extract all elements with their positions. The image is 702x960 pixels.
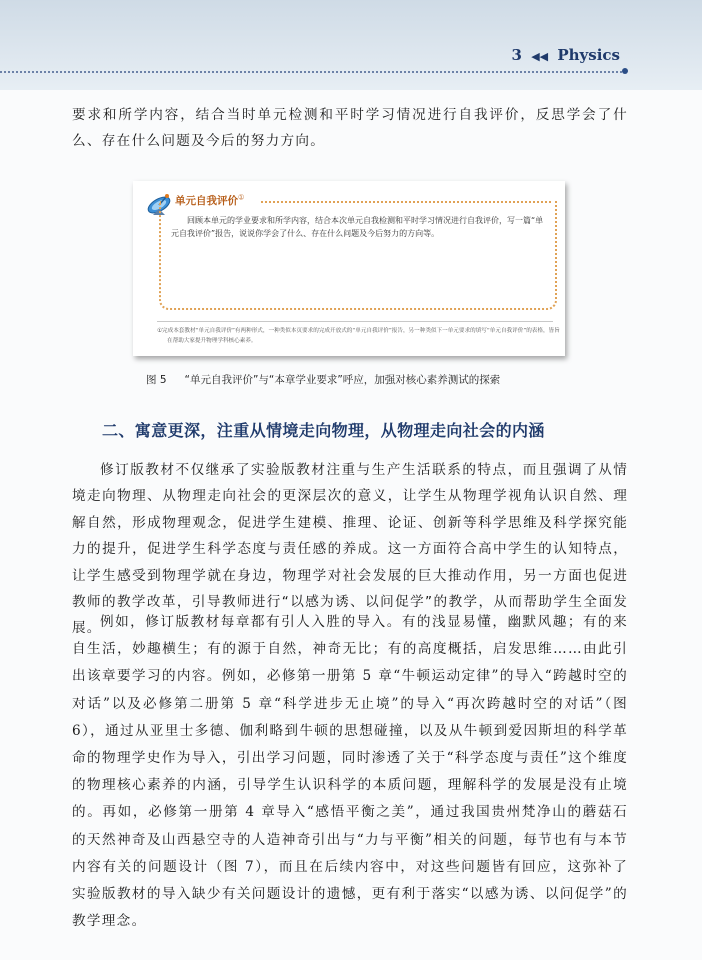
top-band bbox=[0, 0, 702, 90]
figure-caption-text: “单元自我评价”与“本章学业要求”呼应，加强对核心素养测试的探索 bbox=[184, 374, 501, 386]
header-dotted-rule bbox=[0, 71, 626, 73]
figure-5 bbox=[133, 181, 565, 356]
header-rule-end-dot bbox=[622, 68, 628, 74]
running-header bbox=[512, 46, 620, 64]
intro-paragraph: 要求和所学内容，结合当时单元检测和平时学习情况进行自我评价，反思学会了什么、存在什么问题及今后的努力方向。 bbox=[72, 107, 628, 150]
section-heading: 二、寓意更深，注重从情境走向物理，从物理走向社会的内涵 bbox=[102, 421, 545, 440]
double-arrow-left-icon: ◀◀ bbox=[531, 50, 549, 63]
paragraph-3: 例如，修订版教材每章都有引人入胜的导入。有的浅显易懂，幽默风趣；有的来自生活，妙趣横生；有的源于自然，神奇无比；有的高度概括，启发思维……由此引出该章要学习的内容。例如，必修第一册第 5 章“牛顿运动定律”的导入“跨越时空的对话”以及必修第二册第 5 章“科学进步无止境”的导入“再次跨越时空的对话”（图 6），通过从亚里士多德、伽利略到牛顿的思想碰撞，以及从牛顿到爱因斯坦的科学革命的物理学史作为导入，引出学习问题，同时渗透了关于“科学态度与责任”这个维度的物理核心素养的内涵，引导学生认识科学的本质问题，理解科学的发展是没有止境的。再如，必修第一册第 4 章导入“感悟平衡之美”，通过我国贵州梵净山的蘑菇石的天然神奇及山西悬空寺的人造神奇引出与“力与平衡”相关的问题，每节也有与本节内容有关的问题设计（图 7），而且在后续内容中，对这些问题皆有回应，这弥补了实验版教材的导入缺少有关问题设计的遗憾，更有利于落实“以感为诱、以问促学”的教学理念。 bbox=[72, 614, 628, 930]
figure-caption-label: 图 5 bbox=[146, 374, 167, 386]
figure-title-text: 单元自我评价 bbox=[175, 195, 238, 207]
figure-footnote: ①完成本套教材“单元自我评价”有两种形式，一种类似本页要求的完成开放式的“单元自我评价”报告，另一种类似下一单元要求的填写“单元自我评价”的表格，皆旨在帮助大家提升物理学科核心素养。 bbox=[157, 328, 560, 344]
figure-body-text: 回顾本单元的学业要求和所学内容，结合本次单元自我检测和平时学习情况进行自我评价，写一篇“单元自我评价”报告，说说你学会了什么、存在什么问题及今后努力的方向等。 bbox=[171, 216, 544, 238]
figure-caption bbox=[146, 372, 566, 387]
footnote-mark: ① bbox=[238, 193, 245, 202]
figure-footnote-rule bbox=[157, 321, 553, 322]
chapter-number: 3 bbox=[511, 46, 522, 64]
subject-label: Physics bbox=[557, 46, 620, 64]
paragraph-2: 修订版教材不仅继承了实验版教材注重与生产生活联系的特点，而且强调了从情境走向物理、从物理走向社会的更深层次的意义，让学生从物理学视角认识自然、理解自然，形成物理观念，促进学生建模、推理、论证、创新等科学思维及科学探究能力的提升，促进学生科学态度与责任感的养成。这一方面符合高中学生的认知特点，让学生感受到物理学就在身边，物理学对社会发展的巨大推动作用，另一方面也促进教师的教学改革，引导教师进行“以感为诱、以问促学”的教学，从而帮助学生全面发展。 bbox=[72, 462, 628, 637]
